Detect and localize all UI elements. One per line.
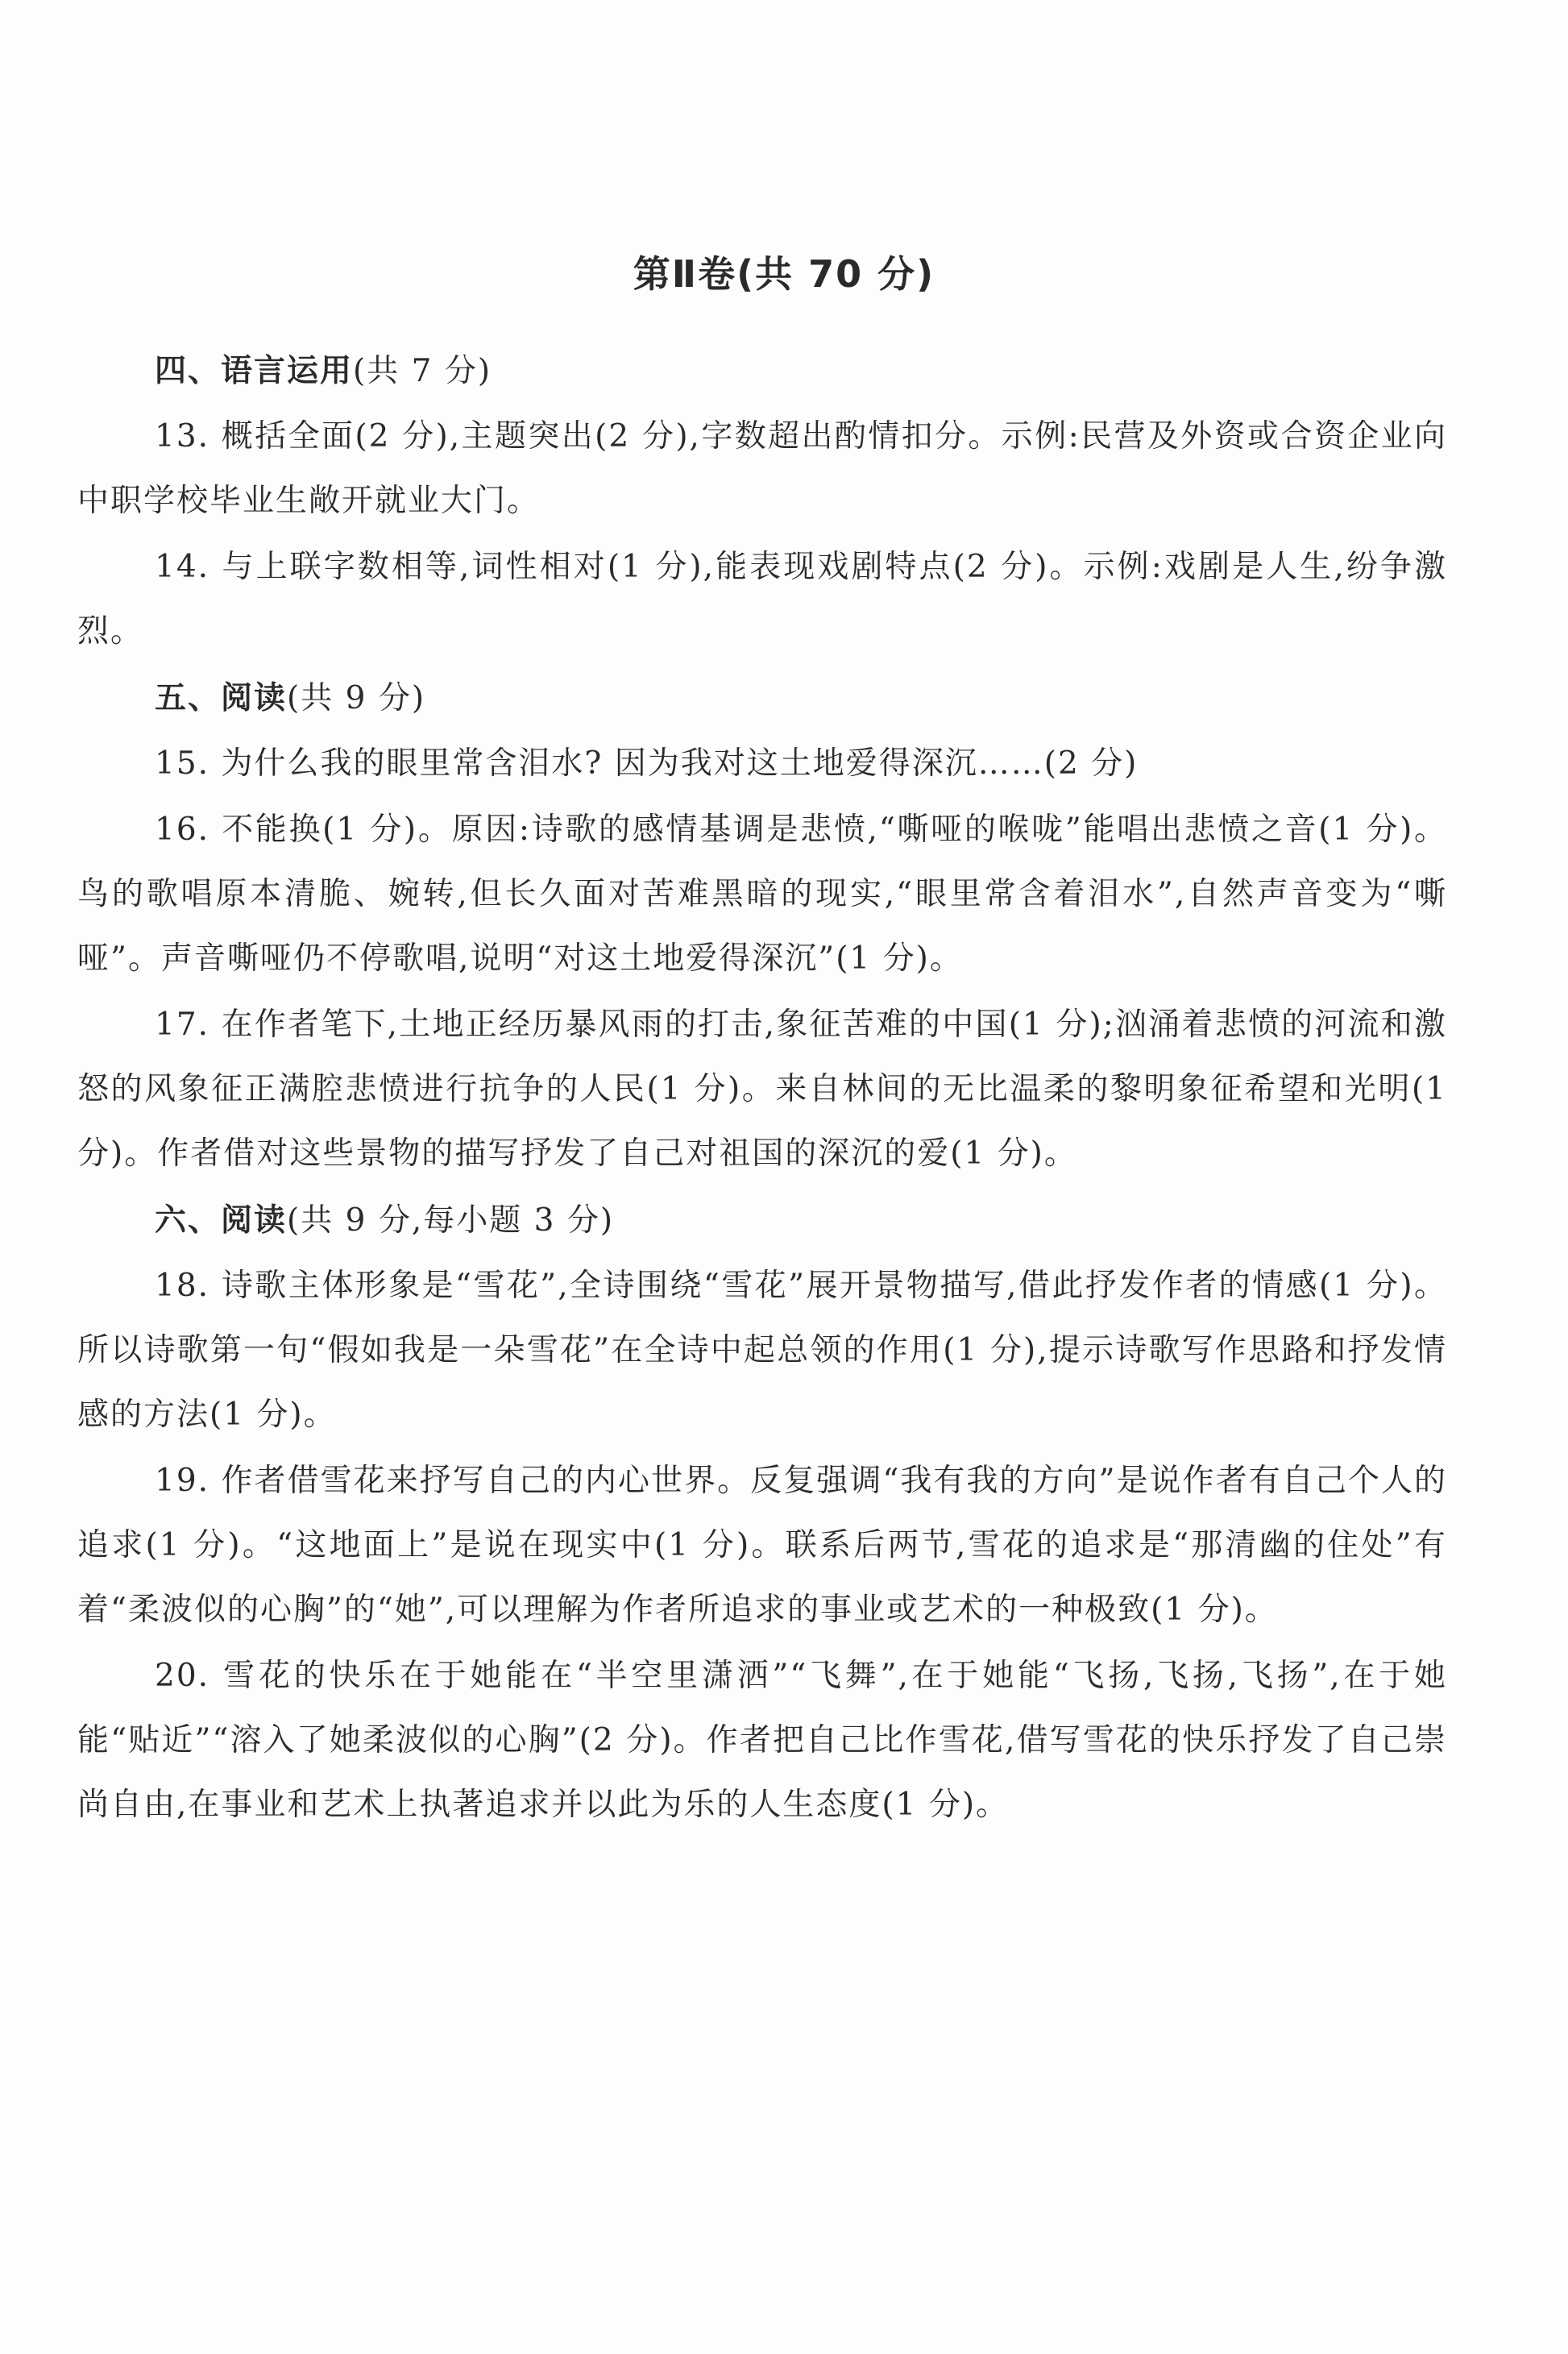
section-heading-6-score: (共 9 分,每小题 3 分) [287, 1202, 615, 1239]
answer-13: 13. 概括全面(2 分),主题突出(2 分),字数超出酌情扣分。示例:民营及外资或合资企业向中职学校毕业生敞开就业大门。 [77, 418, 1447, 519]
section-heading-5-score: (共 9 分) [287, 680, 426, 716]
answer-15: 15. 为什么我的眼里常含泪水? 因为我对这土地爱得深沉……(2 分) [155, 745, 1139, 782]
section-heading-4 [77, 338, 1447, 405]
answer-14: 14. 与上联字数相等,词性相对(1 分),能表现戏剧特点(2 分)。示例:戏剧是人生,纷争激烈。 [77, 549, 1447, 650]
section-heading-4-label: 四、语言运用 [155, 353, 354, 389]
answer-16: 16. 不能换(1 分)。原因:诗歌的感情基调是悲愤,“嘶哑的喉咙”能唱出悲愤之音(1 分)。鸟的歌唱原本清脆、婉转,但长久面对苦难黑暗的现实,“眼里常含着泪水”,自然声音变为“嘶哑”。声音嘶哑仍不停歌唱,说明“对这土地爱得深沉”(1 分)。 [77, 812, 1447, 977]
answer-18: 18. 诗歌主体形象是“雪花”,全诗围绕“雪花”展开景物描写,借此抒发作者的情感(1 分)。所以诗歌第一句“假如我是一朵雪花”在全诗中起总领的作用(1 分),提示诗歌写作思路和抒发情感的方法(1 分)。 [77, 1268, 1447, 1433]
section-heading-5-label: 五、阅读 [155, 680, 288, 716]
section-heading-6 [77, 1188, 1447, 1254]
page-title: 第Ⅱ卷(共 70 分) [633, 252, 935, 296]
section-heading-6-label: 六、阅读 [155, 1202, 288, 1239]
answer-content [77, 338, 1447, 1839]
answer-20: 20. 雪花的快乐在于她能在“半空里潇洒”“飞舞”,在于她能“飞扬,飞扬,飞扬”,在于她能“贴近”“溶入了她柔波似的心胸”(2 分)。作者把自己比作雪花,借写雪花的快乐抒发了自己崇尚自由,在事业和艺术上执著追求并以此为乐的人生态度(1 分)。 [77, 1658, 1447, 1823]
answer-19: 19. 作者借雪花来抒写自己的内心世界。反复强调“我有我的方向”是说作者有自己个人的追求(1 分)。“这地面上”是说在现实中(1 分)。联系后两节,雪花的追求是“那清幽的住处”有着“柔波似的心胸”的“她”,可以理解为作者所追求的事业或艺术的一种极致(1 分)。 [77, 1463, 1448, 1628]
section-heading-4-score: (共 7 分) [353, 353, 492, 389]
section-heading-5 [77, 666, 1447, 732]
answer-17: 17. 在作者笔下,土地正经历暴风雨的打击,象征苦难的中国(1 分);汹涌着悲愤的河流和激怒的风象征正满腔悲愤进行抗争的人民(1 分)。来自林间的无比温柔的黎明象征希望和光明(1 分)。作者借对这些景物的描写抒发了自己对祖国的深沉的爱(1 分)。 [77, 1007, 1447, 1172]
